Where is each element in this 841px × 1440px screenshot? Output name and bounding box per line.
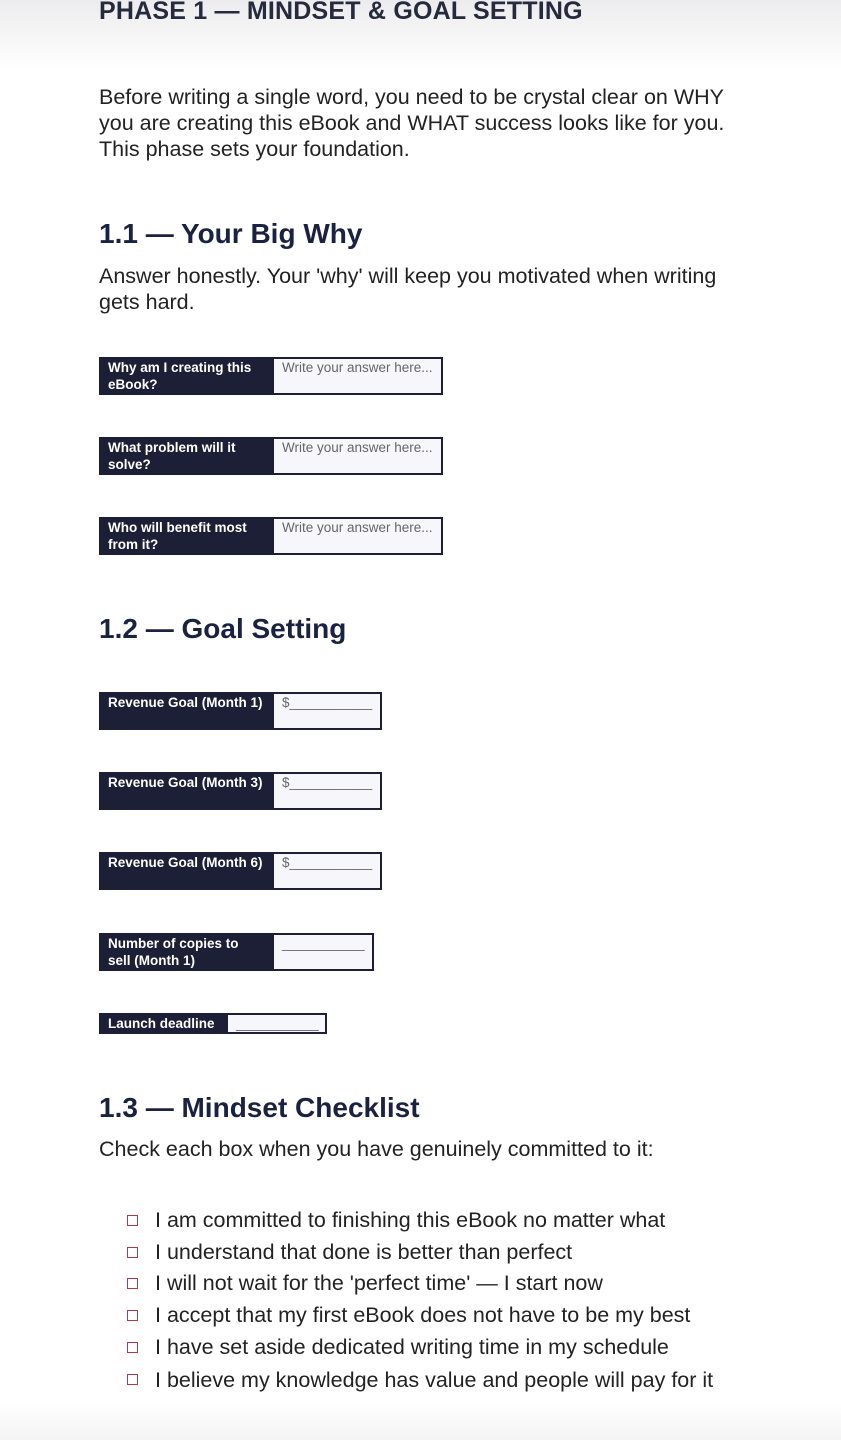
revenue-input[interactable]: $___________ — [272, 772, 382, 810]
checklist-item-label: I understand that done is better than perfect — [155, 1239, 573, 1264]
checklist-item-label: I have set aside dedicated writing time in my schedule — [155, 1334, 669, 1359]
field-label: Revenue Goal (Month 1) — [99, 692, 272, 730]
checklist-item — [124, 1332, 764, 1364]
section-1-3-heading: 1.3 — Mindset Checklist — [99, 1092, 420, 1123]
field-label: Number of copies to sell (Month 1) — [99, 933, 272, 971]
copies-goal-month-1 — [99, 933, 374, 971]
checklist-item-label: I am committed to finishing this eBook no matter what — [155, 1208, 666, 1232]
deadline-input[interactable]: ___________ — [226, 1013, 327, 1034]
checkbox-icon[interactable] — [127, 1215, 138, 1226]
section-1-2-heading: 1.2 — Goal Setting — [99, 613, 347, 644]
answer-input[interactable]: Write your answer here... — [272, 357, 443, 395]
checkbox-icon[interactable] — [127, 1310, 138, 1321]
checklist-item-label: I will not wait for the 'perfect time' — I start now — [155, 1271, 603, 1296]
checklist-item-label: I believe my knowledge has value and people will pay for it — [155, 1367, 714, 1392]
revenue-input[interactable]: $___________ — [272, 692, 382, 730]
checklist-item — [124, 1268, 764, 1300]
section-1-3-subtitle: Check each box when you have genuinely committed to it: — [99, 1137, 654, 1161]
field-label: Who will benefit most from it? — [99, 517, 272, 555]
revenue-goal-month-3 — [99, 772, 382, 810]
launch-deadline-field — [99, 1013, 327, 1034]
field-label: What problem will it solve? — [99, 437, 272, 475]
field-label: Revenue Goal (Month 3) — [99, 772, 272, 810]
checkbox-icon[interactable] — [127, 1278, 138, 1289]
checkbox-icon[interactable] — [127, 1247, 138, 1258]
answer-input[interactable]: Write your answer here... — [272, 517, 443, 555]
copies-input[interactable]: ___________ — [272, 933, 374, 971]
checkbox-icon[interactable] — [127, 1374, 138, 1385]
revenue-goal-month-1 — [99, 692, 382, 730]
revenue-goal-month-6 — [99, 852, 382, 890]
big-why-field-1 — [99, 357, 443, 395]
field-label: Launch deadline — [99, 1013, 226, 1034]
checklist-item-label: I accept that my first eBook does not have to be my best — [155, 1303, 691, 1328]
checklist-item — [124, 1300, 764, 1332]
checklist-item — [124, 1237, 764, 1269]
answer-input[interactable]: Write your answer here... — [272, 437, 443, 475]
phase-intro: Before writing a single word, you need to be crystal clear on WHY you are creating this eBook and WHAT success looks like for you. This phase sets your foundation. — [99, 85, 725, 161]
section-1-1-subtitle: Answer honestly. Your 'why' will keep you motivated when writing gets hard. — [99, 264, 717, 314]
section-1-1-heading: 1.1 — Your Big Why — [99, 218, 363, 249]
revenue-input[interactable]: $___________ — [272, 852, 382, 890]
checklist-item — [124, 1205, 764, 1237]
mindset-checklist — [124, 1205, 764, 1393]
phase-title: PHASE 1 — MINDSET & GOAL SETTING — [99, 0, 583, 25]
big-why-field-2 — [99, 437, 443, 475]
checkbox-icon[interactable] — [127, 1342, 138, 1353]
field-label: Revenue Goal (Month 6) — [99, 852, 272, 890]
field-label: Why am I creating this eBook? — [99, 357, 272, 395]
checklist-item — [124, 1367, 764, 1393]
big-why-field-3 — [99, 517, 443, 555]
